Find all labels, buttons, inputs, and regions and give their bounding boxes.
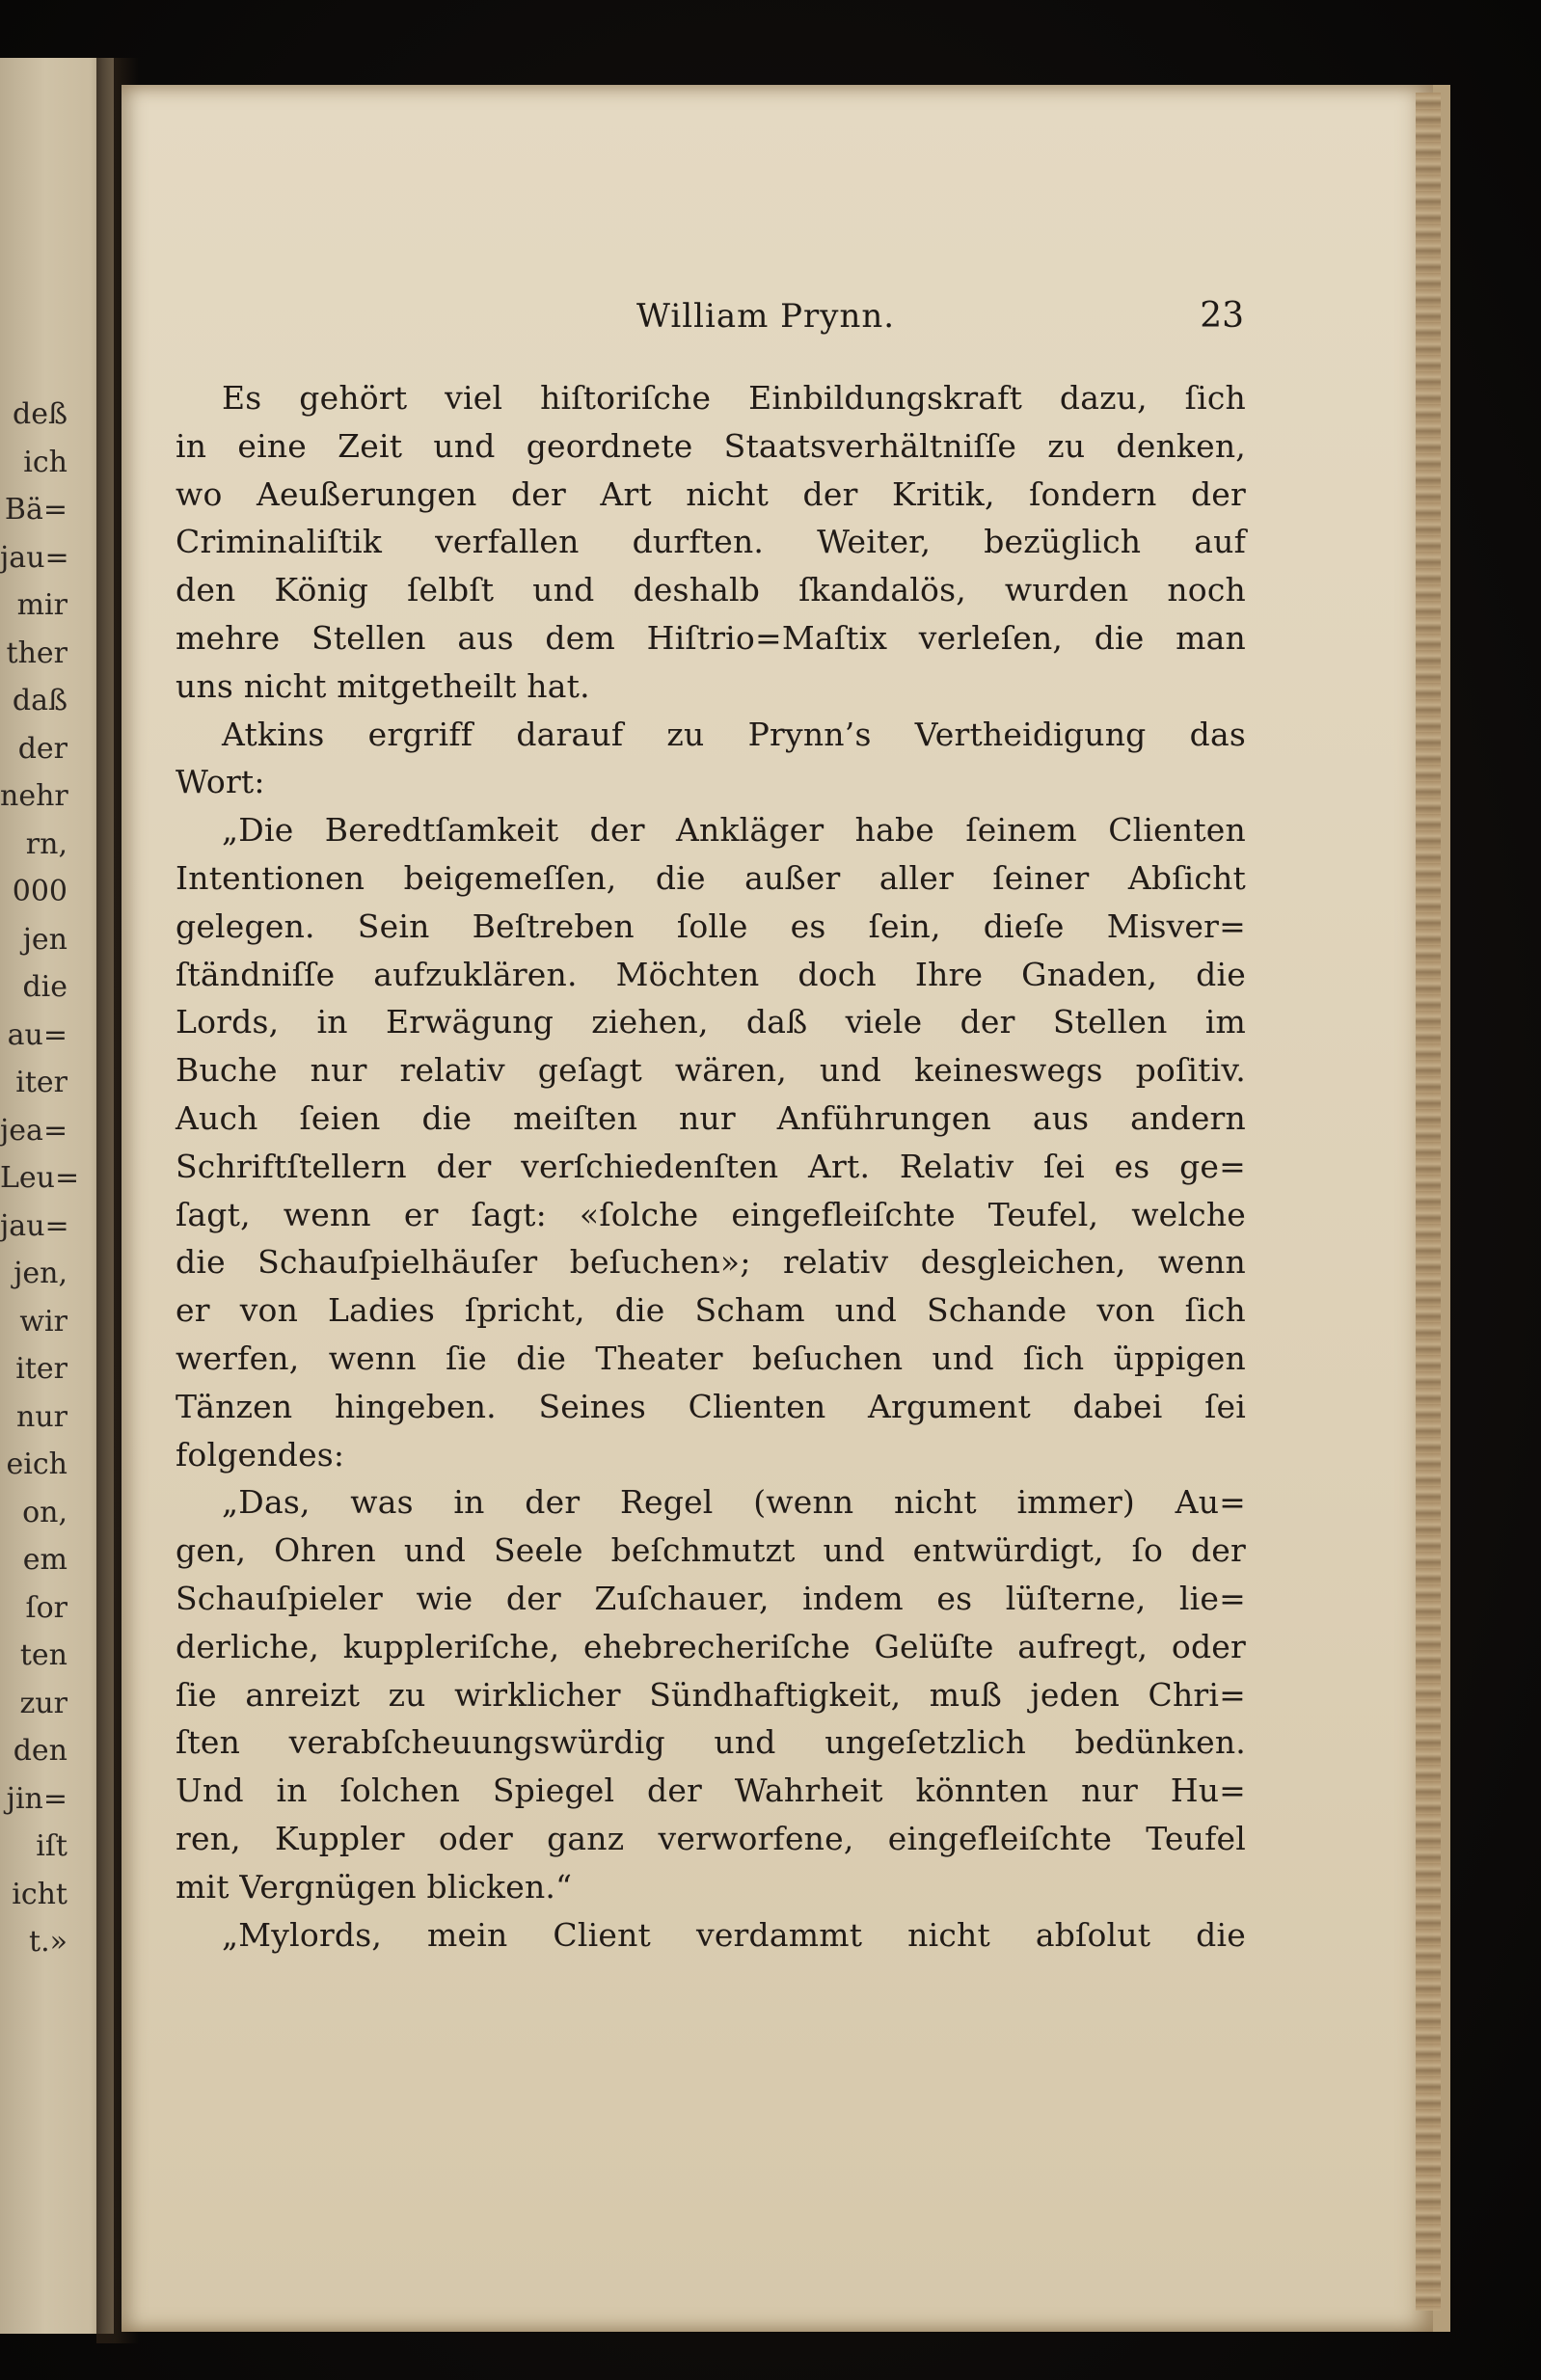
text-line: mit Vergnügen blicken.“ xyxy=(176,1867,573,1906)
text-line: Schriftſtellern der verſchiedenſten Art. Relativ ſei es ge= xyxy=(176,1147,1246,1185)
page-header xyxy=(241,287,1244,345)
previous-page-line-fragment: ſor xyxy=(25,1590,68,1625)
previous-page-line-fragment: Leu= xyxy=(0,1161,80,1195)
previous-page-line-fragment: icht xyxy=(12,1877,68,1911)
previous-page-line-fragment: jau= xyxy=(0,1208,69,1243)
text-line: Wort: xyxy=(176,763,265,801)
text-line: gen, Ohren und Seele beſchmutzt und entwürdigt, ſo der xyxy=(176,1531,1246,1570)
page-block-edge xyxy=(1416,93,1441,2311)
text-line: Lords, in Erwägung ziehen, daß viele der Stellen im xyxy=(176,1003,1246,1041)
text-line: Criminaliſtik verfallen durften. Weiter, bezüglich auf xyxy=(176,523,1246,561)
text-line: derliche, kuppleriſche, ehebrecheriſche Gelüſte aufregt, oder xyxy=(176,1627,1246,1665)
previous-page-line-fragment: iſt xyxy=(36,1829,68,1863)
text-line: Intentionen beigemeſſen, die außer aller ſeiner Abſicht xyxy=(176,858,1246,897)
text-line: Und in ſolchen Spiegel der Wahrheit könnten nur Hu= xyxy=(176,1771,1246,1810)
text-line: uns nicht mitgetheilt hat. xyxy=(176,666,590,705)
previous-page-line-endings xyxy=(0,391,80,1966)
text-line: gelegen. Sein Beſtreben ſolle es ſein, dieſe Misver= xyxy=(176,906,1246,945)
previous-page-line-fragment: jau= xyxy=(0,540,69,575)
running-head: William Prynn. xyxy=(636,297,896,336)
previous-page-line-fragment: wir xyxy=(19,1304,68,1339)
text-line: Atkins ergriff darauf zu Prynn’s Vertheidigung das xyxy=(222,715,1246,753)
text-line: in eine Zeit und geordnete Staatsverhältniſſe zu denken, xyxy=(176,426,1246,465)
text-line: mehre Stellen aus dem Hiſtrio=Maſtix verleſen, die man xyxy=(176,618,1246,657)
page-number: 23 xyxy=(1200,296,1244,336)
previous-page-line-fragment: jen, xyxy=(14,1257,68,1290)
text-line: ſie anreizt zu wirklicher Sündhaftigkeit, muß jeden Chri= xyxy=(176,1675,1246,1714)
previous-page-line-fragment: iter xyxy=(15,1066,68,1099)
text-line: Buche nur relativ geſagt wären, und keineswegs poſitiv. xyxy=(176,1051,1246,1090)
previous-page-line-fragment: jea= xyxy=(0,1113,68,1148)
previous-page-line-fragment: on, xyxy=(22,1495,68,1529)
text-line: er von Ladies ſpricht, die Scham und Schande von ſich xyxy=(176,1291,1246,1330)
text-line: Tänzen hingeben. Seines Clienten Argument dabei ſei xyxy=(176,1387,1246,1425)
previous-page-line-fragment: den xyxy=(13,1734,68,1768)
previous-page-line-fragment: em xyxy=(22,1543,68,1577)
text-line: ſagt, wenn er ſagt: «ſolche eingefleiſchte Teufel, welche xyxy=(176,1195,1246,1233)
previous-page-line-fragment: nehr xyxy=(0,779,68,813)
body-text xyxy=(176,374,1246,1959)
previous-page-line-fragment: ich xyxy=(23,445,68,479)
text-line: wo Aeußerungen der Art nicht der Kritik, ſondern der xyxy=(176,474,1246,513)
previous-page-line-fragment: au= xyxy=(7,1017,68,1052)
previous-page-line-fragment: 000 xyxy=(12,875,68,908)
previous-page-line-fragment: rn, xyxy=(25,826,68,861)
text-line: ren, Kuppler oder ganz verworfene, eingefleiſchte Teufel xyxy=(176,1819,1246,1857)
previous-page-line-fragment: iter xyxy=(15,1352,68,1386)
previous-page-line-fragment: t.» xyxy=(29,1925,68,1959)
previous-page-line-fragment: ther xyxy=(6,636,68,670)
previous-page-line-fragment: deß xyxy=(13,397,68,431)
previous-page-line-fragment: daß xyxy=(12,684,68,717)
previous-page-line-fragment: nur xyxy=(16,1399,68,1434)
previous-page-line-fragment: die xyxy=(22,970,68,1004)
text-line: Schauſpieler wie der Zuſchauer, indem es lüſterne, lie= xyxy=(176,1579,1246,1617)
previous-page-line-fragment: Bä= xyxy=(4,493,68,527)
previous-page-line-fragment: ten xyxy=(19,1638,68,1672)
previous-page-line-fragment: zur xyxy=(19,1686,68,1720)
text-line: Auch ſeien die meiſten nur Anführungen aus andern xyxy=(176,1098,1246,1137)
previous-page-line-fragment: eich xyxy=(6,1447,68,1481)
previous-page-line-fragment: jin= xyxy=(6,1781,68,1816)
text-line: Es gehört viel hiſtoriſche Einbildungskraft dazu, ſich xyxy=(222,379,1246,417)
text-line: werfen, wenn ſie die Theater beſuchen und ſich üppigen xyxy=(176,1339,1246,1377)
text-line: die Schauſpielhäuſer beſuchen»; relativ desgleichen, wenn xyxy=(176,1243,1246,1282)
previous-page-line-fragment: der xyxy=(17,731,68,766)
text-line: den König ſelbſt und deshalb ſkandalös, wurden noch xyxy=(176,571,1246,609)
text-line: „Mylords, mein Client verdammt nicht abſolut die xyxy=(222,1915,1246,1954)
text-line: ſtändniſſe aufzuklären. Möchten doch Ihre Gnaden, die xyxy=(176,955,1246,993)
text-line: ſten verabſcheuungswürdig und ungeſetzlich bedünken. xyxy=(176,1723,1246,1762)
previous-page-line-fragment: jen xyxy=(22,922,68,957)
previous-page-line-fragment: mir xyxy=(16,588,68,622)
text-line: „Die Beredtſamkeit der Ankläger habe ſeinem Clienten xyxy=(222,811,1246,850)
text-line: folgendes: xyxy=(176,1435,345,1474)
text-line: „Das, was in der Regel (wenn nicht immer) Au= xyxy=(222,1483,1246,1522)
